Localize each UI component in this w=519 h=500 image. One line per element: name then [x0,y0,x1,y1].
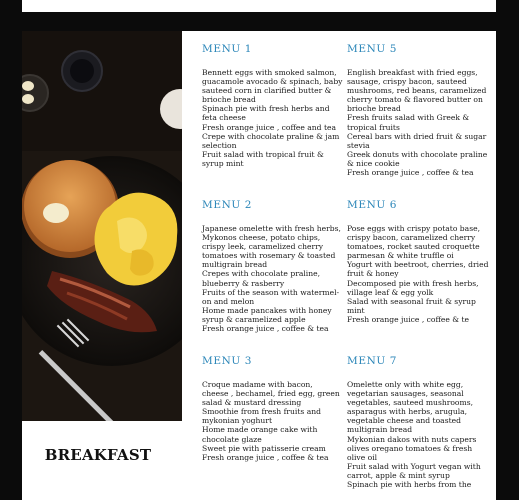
menu-line: Yogurt with beetroot, cherries, dried [347,260,489,270]
menu-line: Spinach pie with fresh herbs and [202,104,330,114]
menu-3 [202,355,352,462]
menu-line: asparagus with herbs, arugula, [347,407,468,417]
menu-line: vegetables, sauteed mushrooms, [347,398,474,408]
menu-line: fruit & honey [347,269,399,279]
menu-line: Fruits of the season with watermel- [202,287,340,297]
syrup-jar-top [70,59,94,83]
menu-line: & nice cookie [347,158,400,168]
menu-5 [347,43,496,177]
menu-6 [347,199,496,324]
menu-line: blueberry & rasberry [202,278,285,288]
menu-heading: MENU 1 [202,43,253,55]
menu-items [202,68,352,168]
menu-line: Fresh orange juice , coffee & tea [202,452,329,462]
menu-line: crispy leek, caramelized cherry [202,242,324,252]
menu-items [347,380,496,489]
menu-line: sausage, crispy bacon, sauteed [347,77,467,87]
menu-items [202,380,352,462]
menu-line: syrup mint [202,158,244,168]
menu-line: English breakfast with fried eggs, [347,68,478,77]
menu-line: Sweet pie with patisserie cream [202,443,326,453]
breakfast-photo-illustration [22,31,182,421]
menu-line: Bennett eggs with smoked salmon, [202,68,337,77]
menu-line: feta cheese [202,113,246,123]
menu-line: syrup & caramelized apple [202,314,306,324]
menu-line: salad & mustard dressing [202,398,302,408]
menu-line: olive oil [347,452,378,462]
menu-line: Japanese omelette with fresh herbs, [202,224,341,233]
menu-line: stevia [347,140,370,150]
menu-heading: MENU 2 [202,199,253,211]
menu-line: Fresh orange juice , coffee & tea [347,168,474,178]
menu-line: tomatoes with rosemary & toasted [202,251,336,261]
menu-line: Home made orange cake with [202,425,318,435]
breakfast-photo [22,31,182,421]
menu-line: guacamole avocado & spinach, baby [202,77,343,87]
menu-line: Fresh orange juice , coffee and tea [202,122,337,132]
menu-line: mushrooms, red beans, caramelized [347,86,487,96]
menu-line: Greek donuts with chocolate praline [347,149,488,159]
menu-2 [202,199,352,333]
butter-piece [22,81,34,91]
menu-line: sauteed corn in clarified butter & [202,86,332,96]
menu-line: Crepe with chocolate praline & jam [202,131,340,141]
menu-items [347,68,496,177]
menu-line: brioche bread [202,95,256,105]
menu-line: Mykonos cheese, potato chips, [202,233,321,243]
menu-line: village leaf & egg yolk [347,287,434,297]
menu-7 [347,355,496,489]
menu-line: Pose eggs with crispy potato base, [347,224,481,233]
menu-line: chocolate glaze [202,434,262,444]
menu-line: Omelette only with white egg, [347,380,464,389]
page-title: BREAKFAST [44,446,152,464]
menu-line: vegetarian sausages, seasonal [347,389,464,399]
menu-panel [182,31,496,500]
menu-line: brioche bread [347,104,401,114]
menu-line: crispy bacon, caramelized cherry [347,233,476,243]
menu-line: Fruit salad with Yogurt vegan with [347,461,481,471]
top-white-bar [22,0,496,12]
menu-line: cherry tomato & flavored butter on [347,95,483,105]
butter-piece-2 [22,94,34,104]
menu-line: Croque madame with bacon, [202,380,313,389]
menu-line: mint [347,305,365,315]
menu-line: mykonian yoghurt [202,416,273,426]
menu-line: multigrain bread [347,425,413,435]
menu-line: tropical fruits [347,122,400,132]
pancake-butter [43,203,69,223]
menu-items [347,224,496,324]
menu-line: Spinach pie with herbs from the [347,480,472,490]
menu-line: Mykonian dakos with nuts capers [347,434,477,444]
menu-line: Decomposed pie with fresh herbs, [347,278,479,288]
butter-dish [22,75,48,111]
menu-line: olives oregano tomatoes & fresh [347,443,473,453]
menu-items [202,224,352,333]
menu-heading: MENU 6 [347,199,398,211]
menu-line: Fruit salad with tropical fruit & [202,149,324,159]
menu-line: cheese , bechamel, fried egg, green [202,389,340,399]
menu-heading: MENU 7 [347,355,398,367]
menu-line: on and melon [202,296,255,306]
menu-line: Smoothie from fresh fruits and [202,407,321,417]
menu-line: vegetable cheese and toasted [347,416,461,426]
menu-line: Fresh fruits salad with Greek & [347,113,470,123]
menu-line: selection [202,140,237,150]
menu-line: Salad with seasonal fruit & syrup [347,296,476,306]
menu-heading: MENU 5 [347,43,398,55]
menu-line: Fresh orange juice , coffee & te [347,314,469,324]
menu-1 [202,43,352,168]
menu-line: multigrain bread [202,260,268,270]
menu-line: tomatoes, rocket sauted croquette [347,242,480,252]
menu-heading: MENU 3 [202,355,253,367]
menu-line: Home made pancakes with honey [202,305,332,315]
menu-line: Crepes with chocolate praline, [202,269,321,279]
menu-line: Cereal bars with dried fruit & sugar [347,131,487,141]
title-panel [22,421,182,500]
menu-line: carrot, apple & mint syrup [347,470,450,480]
menu-line: Fresh orange juice , coffee & tea [202,324,329,334]
menu-line: parmesan & white truffle oi [347,251,454,261]
